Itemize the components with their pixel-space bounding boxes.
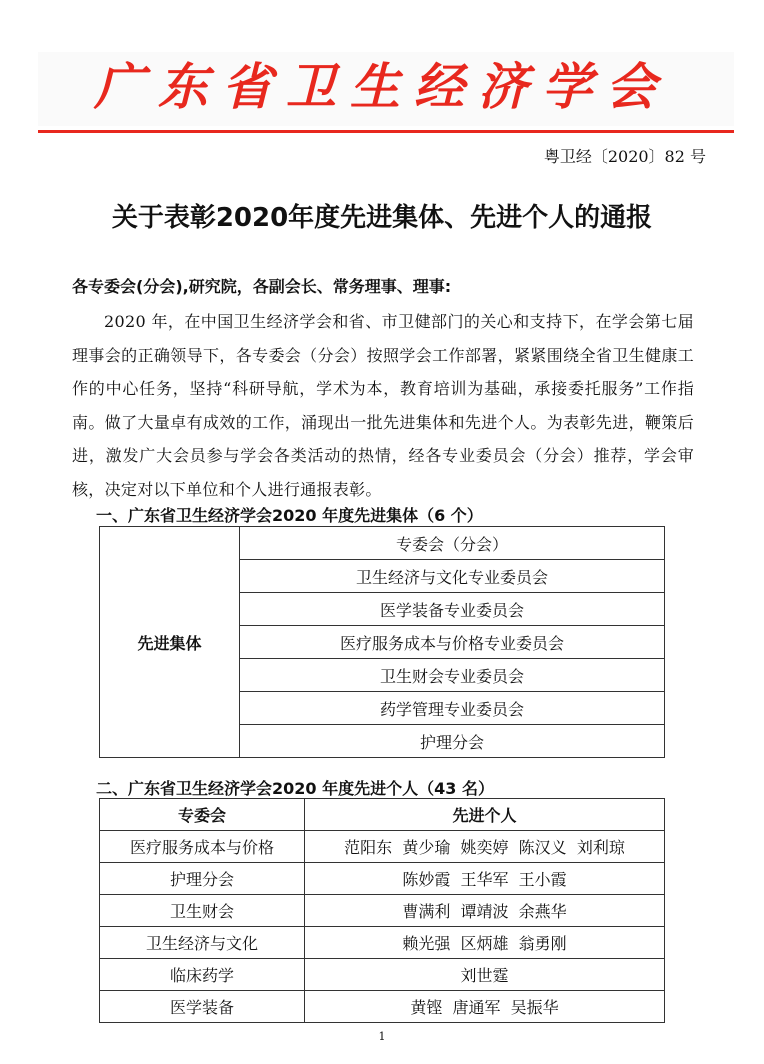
- section-2-heading: 二、广东省卫生经济学会2020 年度先进个人（43 名）: [96, 779, 494, 798]
- table-row: [100, 959, 665, 991]
- people-cell: 范阳东 黄少瑜 姚奕婷 陈汉义 刘利琼: [305, 831, 665, 863]
- table-row: [100, 863, 665, 895]
- section-1-heading: 一、广东省卫生经济学会2020 年度先进集体（6 个）: [96, 506, 483, 525]
- committee-cell: 卫生财会: [100, 895, 305, 927]
- table-header-row: [100, 799, 665, 831]
- table-header-cell: 专委会（分会）: [240, 527, 665, 560]
- committee-cell: 医疗服务成本与价格: [100, 831, 305, 863]
- people-cell: 黄铿 唐通军 吴振华: [305, 991, 665, 1023]
- table-row: [100, 895, 665, 927]
- column-header-committee: 专委会: [100, 799, 305, 831]
- table-row: [100, 991, 665, 1023]
- committee-cell: 临床药学: [100, 959, 305, 991]
- document-number: 粤卫经〔2020〕82 号: [543, 147, 706, 166]
- org-name-heading: 广东省卫生经济学会: [94, 57, 670, 116]
- table-row: [100, 927, 665, 959]
- table-cell: 医学装备专业委员会: [240, 593, 665, 626]
- table-row: [100, 831, 665, 863]
- salutation: 各专委会(分会),研究院，各副会长、常务理事、理事:: [72, 277, 452, 296]
- document-title: 关于表彰2020年度先进集体、先进个人的通报: [111, 203, 653, 233]
- advanced-individuals-table: [99, 798, 665, 1023]
- people-cell: 赖光强 区炳雄 翁勇刚: [305, 927, 665, 959]
- page-number: 1: [378, 1030, 386, 1043]
- committee-cell: 医学装备: [100, 991, 305, 1023]
- table-row: [100, 527, 665, 560]
- column-header-individuals: 先进个人: [305, 799, 665, 831]
- advanced-collectives-table: [99, 526, 665, 758]
- table-cell: 护理分会: [240, 725, 665, 758]
- committee-cell: 护理分会: [100, 863, 305, 895]
- people-cell: 刘世霆: [305, 959, 665, 991]
- table-cell: 卫生财会专业委员会: [240, 659, 665, 692]
- table-cell: 医疗服务成本与价格专业委员会: [240, 626, 665, 659]
- people-cell: 曹满利 谭靖波 余燕华: [305, 895, 665, 927]
- body-paragraph: 2020 年，在中国卫生经济学会和省、市卫健部门的关心和支持下，在学会第七届理事会的正确领导下，各专委会（分会）按照学会工作部署，紧紧围绕全省卫生健康工作的中心任务，坚持“科研导航，学术为本，教育培训为基础，承接委托服务”工作指南。做了大量卓有成效的工作，涌现出一批先进集体和先进个人。为表彰先进，鞭策后进，激发广大会员参与学会各类活动的热情，经各专业委员会（分会）推荐，学会审核，决定对以下单位和个人进行通报表彰。: [72, 312, 694, 499]
- table-cell: 卫生经济与文化专业委员会: [240, 560, 665, 593]
- people-cell: 陈妙霞 王华军 王小霞: [305, 863, 665, 895]
- letterhead-rule: [38, 130, 734, 133]
- table-cell: 药学管理专业委员会: [240, 692, 665, 725]
- row-label-cell: 先进集体: [100, 527, 240, 758]
- committee-cell: 卫生经济与文化: [100, 927, 305, 959]
